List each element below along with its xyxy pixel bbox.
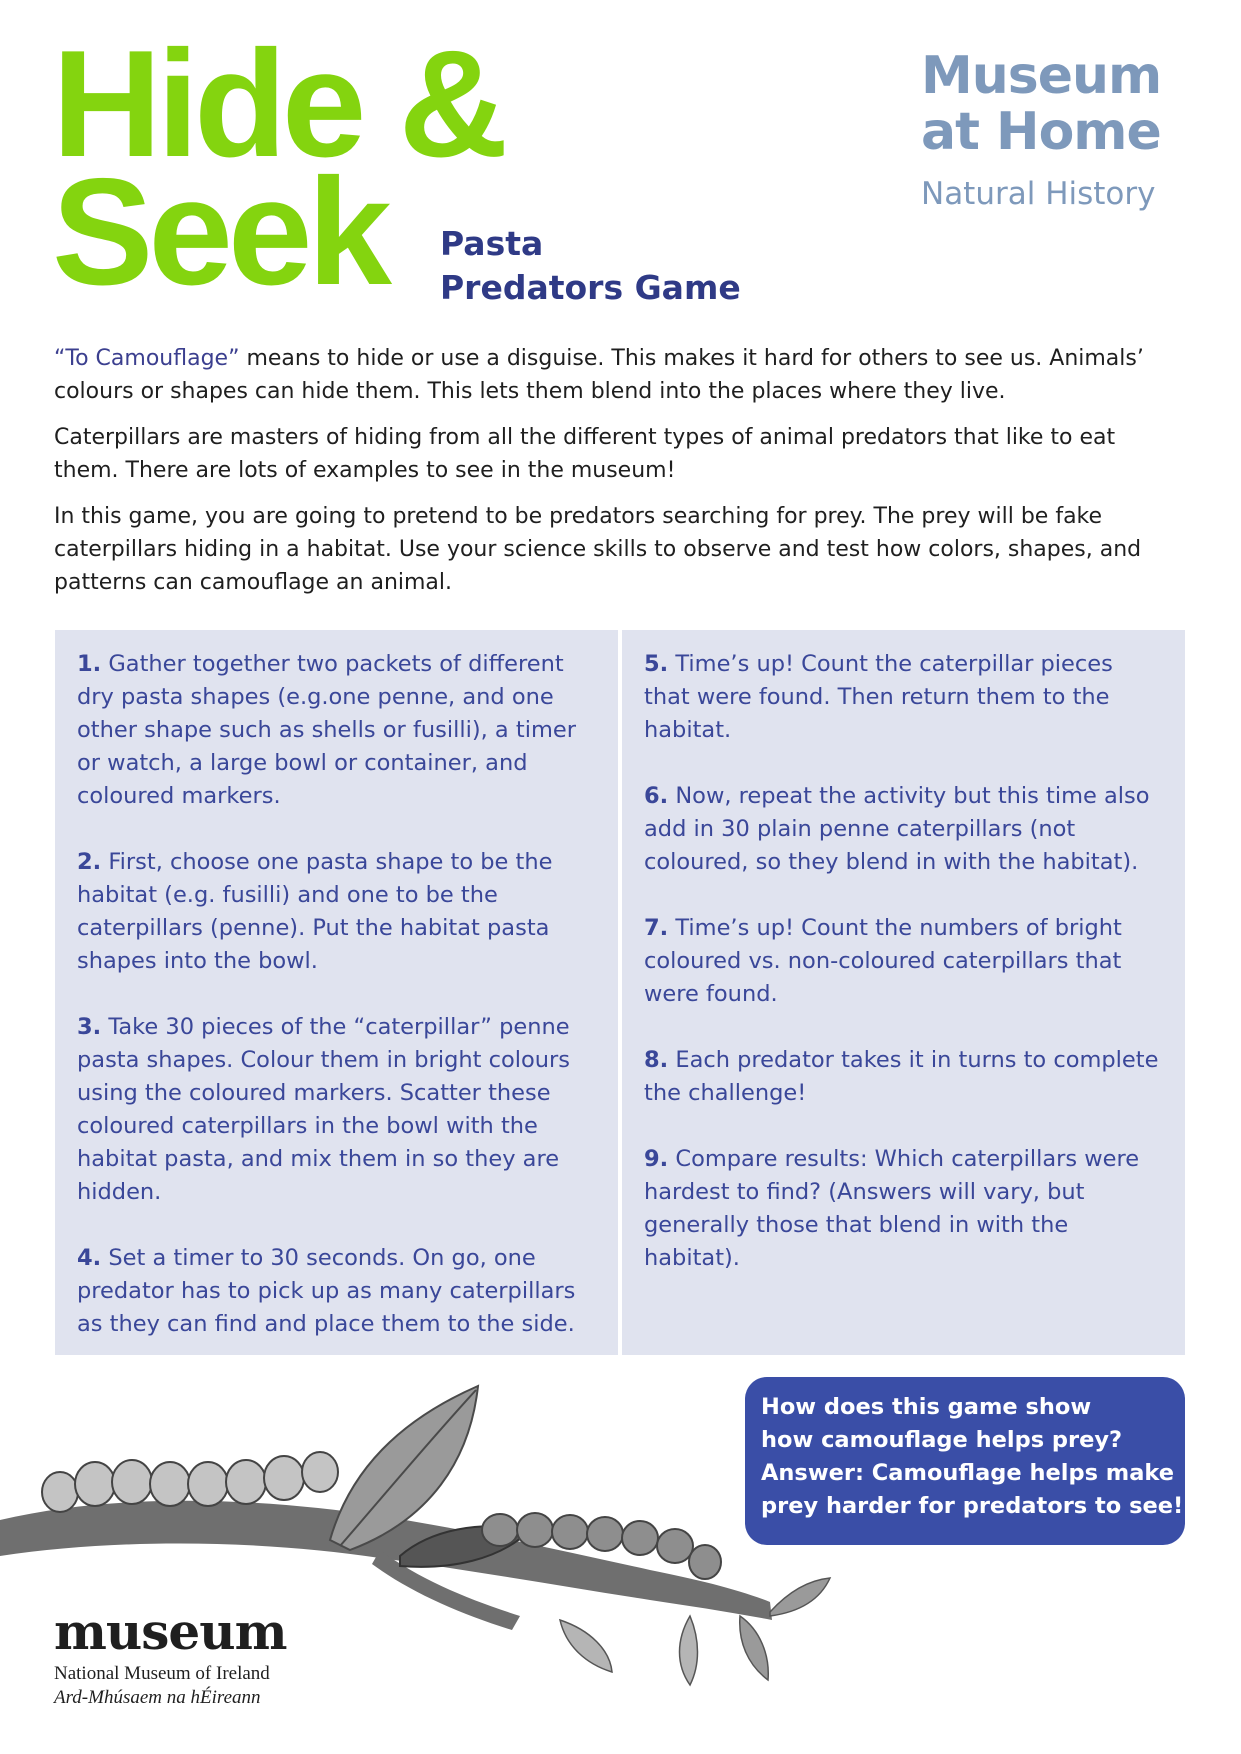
step-text: Time’s up! Count the numbers of bright coloured vs. non-coloured caterpillars that were found.	[644, 915, 1122, 1007]
step-text: Set a timer to 30 seconds. On go, one predator has to pick up as many caterpillars as they can find and place them to the side.	[77, 1245, 576, 1337]
step-number: 6.	[644, 783, 669, 809]
logo-irish-name: Ard-Mhúsaem na hÉireann	[54, 1687, 261, 1708]
leaf-small-4	[560, 1620, 612, 1672]
national-museum-logo	[54, 1602, 287, 1709]
step-5	[644, 648, 1163, 747]
step-number: 1.	[77, 651, 102, 677]
instructions-box	[55, 630, 1185, 1355]
step-7	[644, 912, 1163, 1011]
step-4	[77, 1242, 596, 1341]
instructions-column-left	[55, 630, 618, 1355]
camouflage-term: “To Camouflage”	[54, 346, 240, 371]
intro-paragraph-1	[54, 342, 1184, 408]
step-text: Now, repeat the activity but this time also add in 30 plain penne caterpillars (not coloured, so they blend in with the habitat).	[644, 783, 1150, 875]
step-number: 5.	[644, 651, 669, 677]
brand-line-1: Museum	[921, 46, 1162, 106]
leaf-small-2	[740, 1616, 769, 1680]
answer-line-1: Answer: Camouflage helps make	[761, 1460, 1175, 1486]
step-number: 9.	[644, 1146, 669, 1172]
step-text: Each predator takes it in turns to complete the challenge!	[644, 1047, 1159, 1106]
museum-at-home-brand	[921, 48, 1181, 212]
step-text: Compare results: Which caterpillars were hardest to find? (Answers will vary, but generally those that blend in with the habitat).	[644, 1146, 1140, 1271]
logo-wordmark: museum	[54, 1602, 287, 1661]
step-1	[77, 648, 596, 813]
page-title	[52, 19, 504, 317]
step-text: Time’s up! Count the caterpillar pieces that were found. Then return them to the habitat.	[644, 651, 1113, 743]
subtitle-line-2: Predators Game	[440, 268, 741, 307]
step-number: 2.	[77, 849, 102, 875]
step-text: First, choose one pasta shape to be the habitat (e.g. fusilli) and one to be the caterpillars (penne). Put the habitat pasta shapes into the bowl.	[77, 849, 553, 974]
title-line-2: Seek	[52, 147, 387, 317]
answer-line-2: prey harder for predators to see!	[761, 1493, 1184, 1519]
instructions-column-right	[622, 630, 1185, 1355]
brand-line-2: at Home	[921, 102, 1161, 162]
brand-subtitle: Natural History	[921, 176, 1156, 212]
question-line-2: how camouflage helps prey?	[761, 1427, 1123, 1453]
step-6	[644, 780, 1163, 879]
title-line-1: Hide &	[52, 19, 504, 189]
step-text: Gather together two packets of different dry pasta shapes (e.g.one penne, and one other shape such as shells or fusilli), a timer or watch, a large bowl or container, and coloured markers.	[77, 651, 576, 809]
question-line-1: How does this game show	[761, 1394, 1092, 1420]
intro-text	[54, 342, 1184, 612]
step-number: 7.	[644, 915, 669, 941]
subtitle-line-1: Pasta	[440, 224, 544, 263]
leaf-small-3	[680, 1616, 698, 1685]
step-2	[77, 846, 596, 978]
intro-paragraph-3: In this game, you are going to pretend to be predators searching for prey. The prey will be fake caterpillars hiding in a habitat. Use your science skills to observe and test how colors, shapes, and patterns can camouflage an animal.	[54, 504, 1142, 595]
step-number: 4.	[77, 1245, 102, 1271]
logo-english-name: National Museum of Ireland	[54, 1663, 270, 1684]
page-subtitle	[440, 222, 741, 310]
leaf-small-1	[770, 1578, 830, 1616]
step-number: 8.	[644, 1047, 669, 1073]
step-9	[644, 1143, 1163, 1275]
step-3	[77, 1011, 596, 1209]
step-text: Take 30 pieces of the “caterpillar” penne pasta shapes. Colour them in bright colours using the coloured markers. Scatter these coloured caterpillars in the bowl with the habitat pasta, and mix them in so they are hidden.	[77, 1014, 570, 1205]
step-8	[644, 1044, 1163, 1110]
intro-paragraph-1-text: means to hide or use a disguise. This makes it hard for others to see us. Animals’ colours or shapes can hide them. This lets them blend into the places where they live.	[54, 346, 1144, 404]
step-number: 3.	[77, 1014, 102, 1040]
intro-paragraph-2: Caterpillars are masters of hiding from all the different types of animal predators that like to eat them. There are lots of examples to see in the museum!	[54, 425, 1116, 483]
